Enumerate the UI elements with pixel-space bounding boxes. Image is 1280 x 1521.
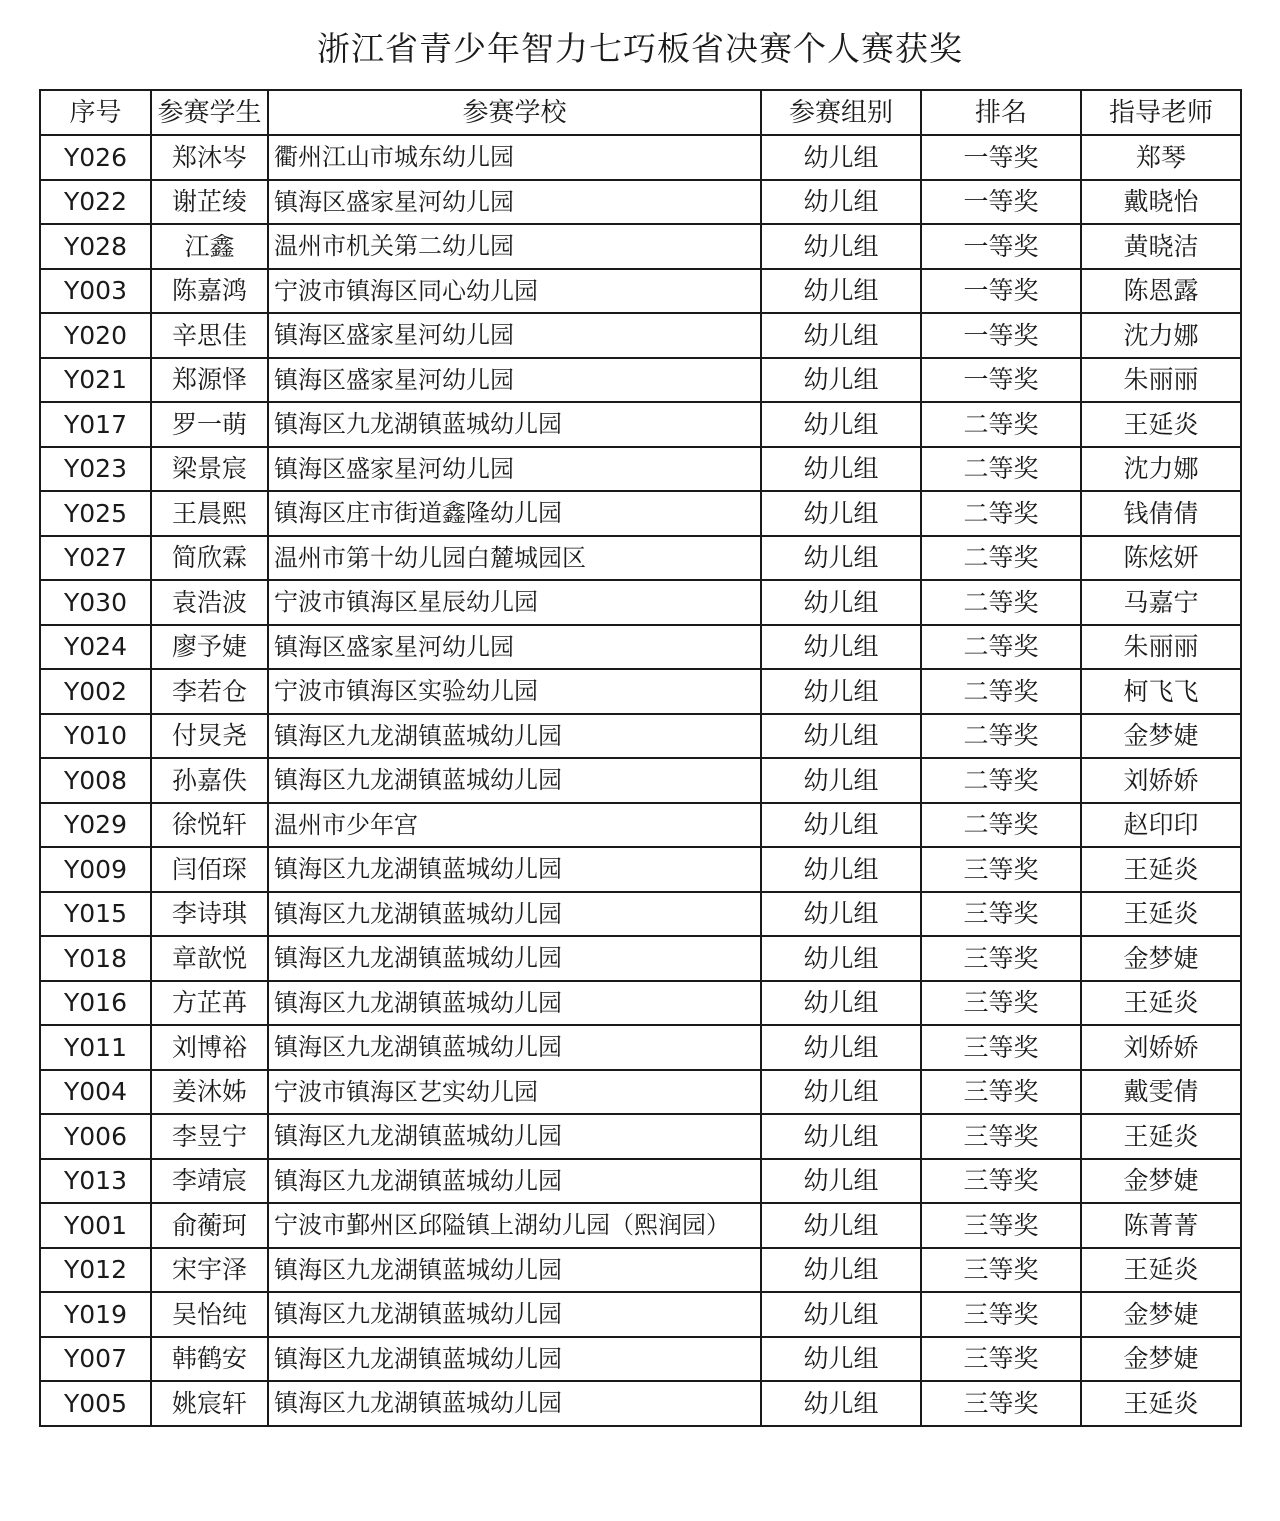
cell-group: 幼儿组	[761, 669, 921, 714]
header-school: 参赛学校	[268, 90, 761, 135]
cell-id: Y018	[40, 936, 151, 981]
cell-school: 镇海区九龙湖镇蓝城幼儿园	[268, 1025, 761, 1070]
cell-student: 李诗琪	[151, 892, 268, 937]
cell-school: 镇海区九龙湖镇蓝城幼儿园	[268, 1248, 761, 1293]
cell-rank: 一等奖	[921, 269, 1081, 314]
table-row	[40, 536, 1241, 581]
cell-id: Y030	[40, 580, 151, 625]
cell-school: 宁波市镇海区同心幼儿园	[268, 269, 761, 314]
cell-group: 幼儿组	[761, 1203, 921, 1248]
cell-id: Y022	[40, 180, 151, 225]
cell-id: Y010	[40, 714, 151, 759]
cell-teacher: 戴雯倩	[1081, 1070, 1241, 1115]
cell-rank: 二等奖	[921, 669, 1081, 714]
cell-student: 袁浩波	[151, 580, 268, 625]
cell-id: Y003	[40, 269, 151, 314]
table-row	[40, 1292, 1241, 1337]
table-row	[40, 981, 1241, 1026]
cell-rank: 三等奖	[921, 1248, 1081, 1293]
table-row	[40, 803, 1241, 848]
cell-student: 付炅尧	[151, 714, 268, 759]
cell-teacher: 王延炎	[1081, 847, 1241, 892]
header-teacher: 指导老师	[1081, 90, 1241, 135]
cell-group: 幼儿组	[761, 892, 921, 937]
table-row	[40, 402, 1241, 447]
cell-school: 镇海区九龙湖镇蓝城幼儿园	[268, 892, 761, 937]
cell-group: 幼儿组	[761, 135, 921, 180]
table-row	[40, 1381, 1241, 1426]
cell-rank: 二等奖	[921, 447, 1081, 492]
cell-student: 刘博裕	[151, 1025, 268, 1070]
cell-rank: 三等奖	[921, 1159, 1081, 1204]
cell-id: Y027	[40, 536, 151, 581]
cell-group: 幼儿组	[761, 1292, 921, 1337]
cell-id: Y005	[40, 1381, 151, 1426]
cell-id: Y013	[40, 1159, 151, 1204]
table-row	[40, 1070, 1241, 1115]
cell-school: 镇海区九龙湖镇蓝城幼儿园	[268, 758, 761, 803]
cell-school: 镇海区九龙湖镇蓝城幼儿园	[268, 1159, 761, 1204]
header-student: 参赛学生	[151, 90, 268, 135]
cell-school: 镇海区九龙湖镇蓝城幼儿园	[268, 402, 761, 447]
cell-teacher: 朱丽丽	[1081, 358, 1241, 403]
cell-school: 镇海区盛家星河幼儿园	[268, 625, 761, 670]
cell-student: 郑源怿	[151, 358, 268, 403]
cell-group: 幼儿组	[761, 1381, 921, 1426]
cell-teacher: 陈恩露	[1081, 269, 1241, 314]
cell-id: Y012	[40, 1248, 151, 1293]
cell-school: 镇海区九龙湖镇蓝城幼儿园	[268, 981, 761, 1026]
table-row	[40, 358, 1241, 403]
cell-rank: 三等奖	[921, 981, 1081, 1026]
cell-teacher: 陈炫妍	[1081, 536, 1241, 581]
cell-rank: 三等奖	[921, 1070, 1081, 1115]
cell-school: 镇海区庄市街道鑫隆幼儿园	[268, 491, 761, 536]
cell-school: 衢州江山市城东幼儿园	[268, 135, 761, 180]
cell-school: 镇海区九龙湖镇蓝城幼儿园	[268, 714, 761, 759]
cell-rank: 二等奖	[921, 714, 1081, 759]
cell-school: 镇海区九龙湖镇蓝城幼儿园	[268, 1292, 761, 1337]
cell-school: 宁波市镇海区艺实幼儿园	[268, 1070, 761, 1115]
cell-student: 姚宸轩	[151, 1381, 268, 1426]
table-row	[40, 1114, 1241, 1159]
cell-group: 幼儿组	[761, 1159, 921, 1204]
cell-rank: 三等奖	[921, 1381, 1081, 1426]
cell-teacher: 朱丽丽	[1081, 625, 1241, 670]
cell-teacher: 王延炎	[1081, 1248, 1241, 1293]
cell-id: Y008	[40, 758, 151, 803]
cell-group: 幼儿组	[761, 625, 921, 670]
document-title: 浙江省青少年智力七巧板省决赛个人赛获奖	[317, 29, 963, 68]
cell-school: 镇海区九龙湖镇蓝城幼儿园	[268, 1381, 761, 1426]
cell-rank: 二等奖	[921, 625, 1081, 670]
table-row	[40, 313, 1241, 358]
cell-id: Y002	[40, 669, 151, 714]
cell-student: 谢芷绫	[151, 180, 268, 225]
cell-id: Y026	[40, 135, 151, 180]
cell-teacher: 金梦婕	[1081, 936, 1241, 981]
cell-school: 镇海区盛家星河幼儿园	[268, 447, 761, 492]
table-row	[40, 180, 1241, 225]
awards-table	[39, 89, 1242, 1427]
cell-group: 幼儿组	[761, 491, 921, 536]
cell-rank: 一等奖	[921, 224, 1081, 269]
cell-id: Y028	[40, 224, 151, 269]
cell-id: Y020	[40, 313, 151, 358]
cell-group: 幼儿组	[761, 447, 921, 492]
table-row	[40, 847, 1241, 892]
cell-student: 李昱宁	[151, 1114, 268, 1159]
table-row	[40, 1337, 1241, 1382]
cell-rank: 二等奖	[921, 803, 1081, 848]
cell-student: 王晨熙	[151, 491, 268, 536]
cell-group: 幼儿组	[761, 803, 921, 848]
cell-group: 幼儿组	[761, 313, 921, 358]
cell-group: 幼儿组	[761, 714, 921, 759]
cell-school: 宁波市鄞州区邱隘镇上湖幼儿园（熙润园）	[268, 1203, 761, 1248]
table-row	[40, 625, 1241, 670]
cell-group: 幼儿组	[761, 936, 921, 981]
cell-rank: 二等奖	[921, 491, 1081, 536]
cell-rank: 三等奖	[921, 847, 1081, 892]
cell-group: 幼儿组	[761, 981, 921, 1026]
cell-id: Y025	[40, 491, 151, 536]
cell-teacher: 金梦婕	[1081, 1292, 1241, 1337]
cell-teacher: 刘娇娇	[1081, 758, 1241, 803]
cell-group: 幼儿组	[761, 224, 921, 269]
cell-group: 幼儿组	[761, 269, 921, 314]
cell-id: Y007	[40, 1337, 151, 1382]
cell-id: Y001	[40, 1203, 151, 1248]
cell-student: 俞蘅珂	[151, 1203, 268, 1248]
cell-id: Y006	[40, 1114, 151, 1159]
cell-student: 简欣霖	[151, 536, 268, 581]
table-body	[40, 135, 1241, 1426]
cell-id: Y004	[40, 1070, 151, 1115]
table-row	[40, 1203, 1241, 1248]
cell-student: 李若仓	[151, 669, 268, 714]
cell-student: 韩鹤安	[151, 1337, 268, 1382]
cell-group: 幼儿组	[761, 358, 921, 403]
cell-teacher: 王延炎	[1081, 981, 1241, 1026]
cell-teacher: 刘娇娇	[1081, 1025, 1241, 1070]
cell-id: Y015	[40, 892, 151, 937]
cell-rank: 三等奖	[921, 1114, 1081, 1159]
cell-teacher: 王延炎	[1081, 1381, 1241, 1426]
cell-rank: 一等奖	[921, 135, 1081, 180]
cell-rank: 三等奖	[921, 892, 1081, 937]
table-row	[40, 447, 1241, 492]
cell-school: 镇海区九龙湖镇蓝城幼儿园	[268, 936, 761, 981]
cell-rank: 一等奖	[921, 313, 1081, 358]
cell-group: 幼儿组	[761, 758, 921, 803]
cell-teacher: 柯飞飞	[1081, 669, 1241, 714]
cell-rank: 三等奖	[921, 936, 1081, 981]
cell-teacher: 王延炎	[1081, 1114, 1241, 1159]
cell-id: Y016	[40, 981, 151, 1026]
cell-student: 江鑫	[151, 224, 268, 269]
cell-teacher: 王延炎	[1081, 402, 1241, 447]
cell-id: Y017	[40, 402, 151, 447]
cell-group: 幼儿组	[761, 1070, 921, 1115]
cell-teacher: 黄晓洁	[1081, 224, 1241, 269]
cell-teacher: 沈力娜	[1081, 313, 1241, 358]
cell-id: Y011	[40, 1025, 151, 1070]
cell-rank: 三等奖	[921, 1025, 1081, 1070]
cell-teacher: 陈菁菁	[1081, 1203, 1241, 1248]
cell-school: 镇海区九龙湖镇蓝城幼儿园	[268, 847, 761, 892]
cell-school: 镇海区九龙湖镇蓝城幼儿园	[268, 1114, 761, 1159]
cell-school: 镇海区盛家星河幼儿园	[268, 358, 761, 403]
cell-student: 孙嘉佚	[151, 758, 268, 803]
cell-school: 温州市机关第二幼儿园	[268, 224, 761, 269]
cell-student: 郑沐岑	[151, 135, 268, 180]
cell-group: 幼儿组	[761, 402, 921, 447]
table-row	[40, 758, 1241, 803]
cell-school: 宁波市镇海区实验幼儿园	[268, 669, 761, 714]
cell-teacher: 钱倩倩	[1081, 491, 1241, 536]
cell-student: 李靖宸	[151, 1159, 268, 1204]
cell-rank: 三等奖	[921, 1203, 1081, 1248]
table-row	[40, 491, 1241, 536]
cell-school: 温州市第十幼儿园白麓城园区	[268, 536, 761, 581]
table-row	[40, 1159, 1241, 1204]
cell-teacher: 戴晓怡	[1081, 180, 1241, 225]
header-group: 参赛组别	[761, 90, 921, 135]
cell-group: 幼儿组	[761, 1114, 921, 1159]
cell-school: 温州市少年宫	[268, 803, 761, 848]
cell-teacher: 金梦婕	[1081, 714, 1241, 759]
table-row	[40, 714, 1241, 759]
cell-student: 吴怡纯	[151, 1292, 268, 1337]
cell-student: 陈嘉鸿	[151, 269, 268, 314]
cell-rank: 二等奖	[921, 580, 1081, 625]
cell-rank: 二等奖	[921, 402, 1081, 447]
header-rank: 排名	[921, 90, 1081, 135]
cell-student: 姜沐姊	[151, 1070, 268, 1115]
cell-group: 幼儿组	[761, 1248, 921, 1293]
table-header-row	[40, 90, 1241, 135]
cell-group: 幼儿组	[761, 180, 921, 225]
cell-id: Y009	[40, 847, 151, 892]
cell-rank: 三等奖	[921, 1292, 1081, 1337]
cell-student: 方芷苒	[151, 981, 268, 1026]
table-row	[40, 892, 1241, 937]
cell-group: 幼儿组	[761, 1337, 921, 1382]
cell-teacher: 金梦婕	[1081, 1159, 1241, 1204]
cell-student: 辛思佳	[151, 313, 268, 358]
cell-teacher: 王延炎	[1081, 892, 1241, 937]
cell-group: 幼儿组	[761, 536, 921, 581]
cell-id: Y023	[40, 447, 151, 492]
cell-student: 廖予婕	[151, 625, 268, 670]
cell-teacher: 郑琴	[1081, 135, 1241, 180]
cell-student: 宋宇泽	[151, 1248, 268, 1293]
cell-school: 镇海区盛家星河幼儿园	[268, 313, 761, 358]
table-row	[40, 936, 1241, 981]
cell-school: 宁波市镇海区星辰幼儿园	[268, 580, 761, 625]
cell-id: Y029	[40, 803, 151, 848]
cell-student: 章歆悦	[151, 936, 268, 981]
table-row	[40, 580, 1241, 625]
table-row	[40, 135, 1241, 180]
cell-student: 梁景宸	[151, 447, 268, 492]
table-row	[40, 269, 1241, 314]
cell-group: 幼儿组	[761, 1025, 921, 1070]
cell-group: 幼儿组	[761, 847, 921, 892]
cell-group: 幼儿组	[761, 580, 921, 625]
cell-teacher: 金梦婕	[1081, 1337, 1241, 1382]
cell-teacher: 赵印印	[1081, 803, 1241, 848]
cell-id: Y021	[40, 358, 151, 403]
table-row	[40, 1248, 1241, 1293]
cell-rank: 二等奖	[921, 758, 1081, 803]
header-id: 序号	[40, 90, 151, 135]
cell-school: 镇海区九龙湖镇蓝城幼儿园	[268, 1337, 761, 1382]
table-row	[40, 1025, 1241, 1070]
cell-rank: 一等奖	[921, 180, 1081, 225]
cell-student: 罗一萌	[151, 402, 268, 447]
cell-teacher: 马嘉宁	[1081, 580, 1241, 625]
cell-rank: 二等奖	[921, 536, 1081, 581]
table-row	[40, 669, 1241, 714]
table-row	[40, 224, 1241, 269]
cell-school: 镇海区盛家星河幼儿园	[268, 180, 761, 225]
cell-rank: 一等奖	[921, 358, 1081, 403]
cell-student: 徐悦轩	[151, 803, 268, 848]
cell-student: 闫佰琛	[151, 847, 268, 892]
cell-rank: 三等奖	[921, 1337, 1081, 1382]
cell-teacher: 沈力娜	[1081, 447, 1241, 492]
cell-id: Y024	[40, 625, 151, 670]
cell-id: Y019	[40, 1292, 151, 1337]
